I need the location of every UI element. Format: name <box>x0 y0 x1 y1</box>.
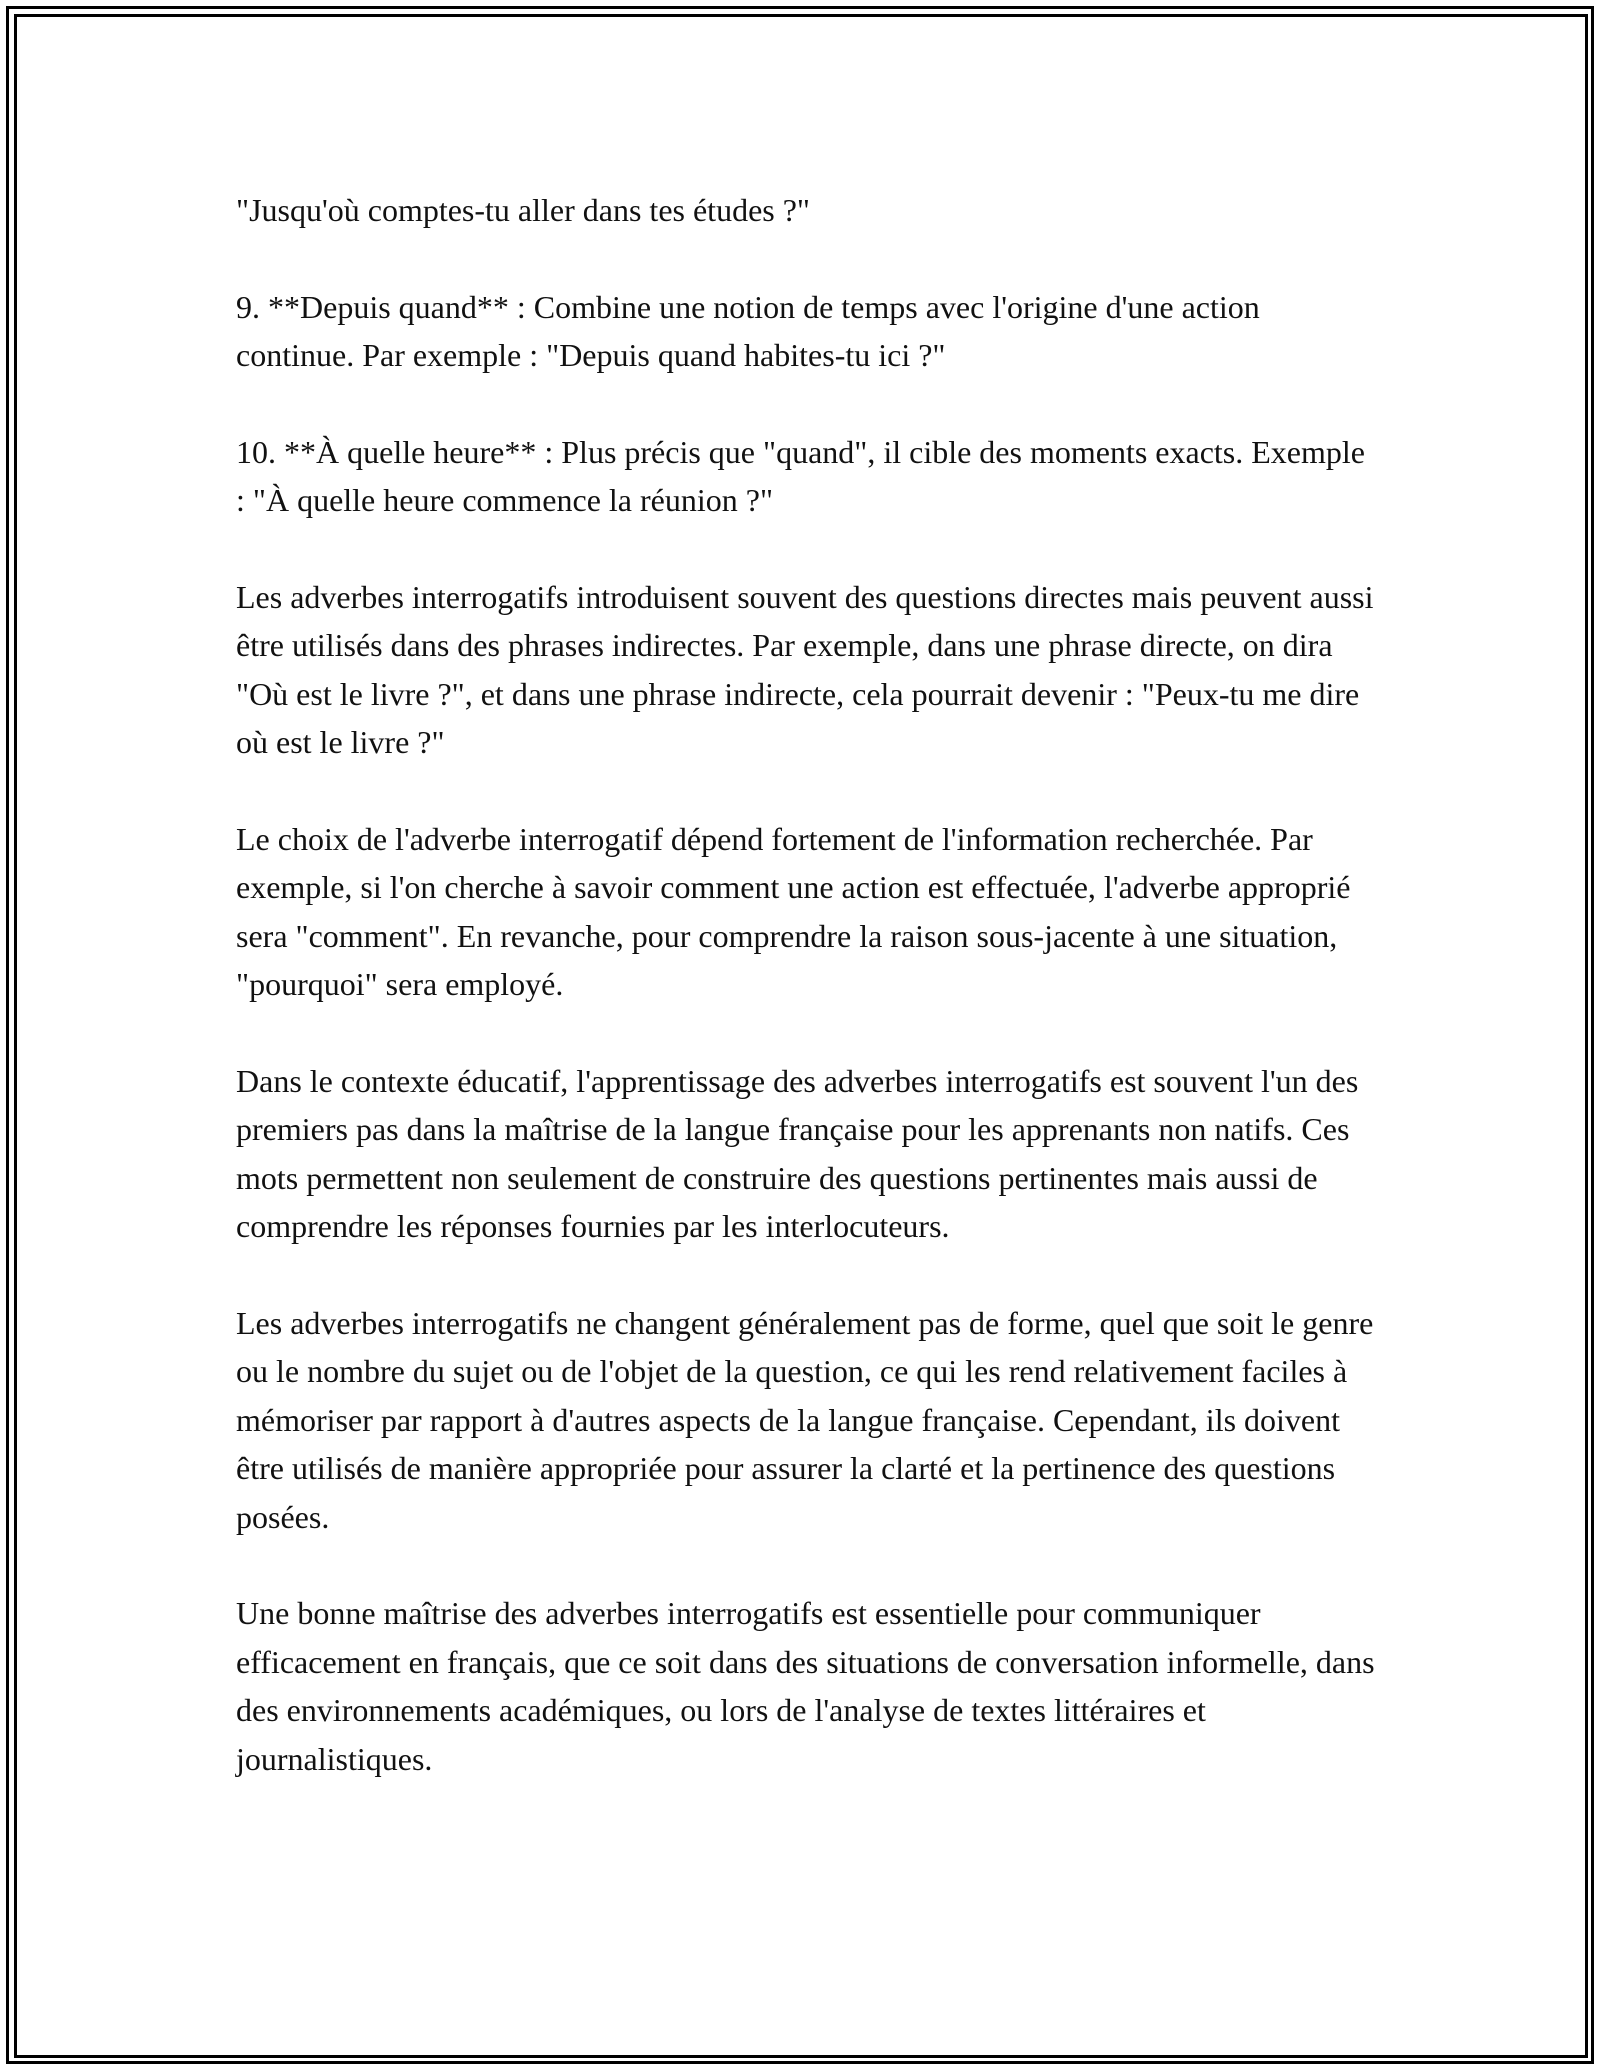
paragraph-7: Les adverbes interrogatifs ne changent généralement pas de forme, quel que soit le genre ou le nombre du sujet ou de l'objet de la question, ce qui les rend relativement faciles à mémoriser par rapport à d'autres aspects de la langue française. Cependant, ils doivent être utilisés de manière appropriée pour assurer la clarté et la pertinence des questions posées. <box>236 1304 1374 1535</box>
paragraph-2: 9. **Depuis quand** : Combine une notion de temps avec l'origine d'une action continue. Par exemple : "Depuis quand habites-tu ici ?" <box>236 288 1260 373</box>
paragraph-5: Le choix de l'adverbe interrogatif dépend fortement de l'information recherchée. Par exemple, si l'on cherche à savoir comment une action est effectuée, l'adverbe approprié sera "comment". En revanche, pour comprendre la raison sous-jacente à une situation, "pourquoi" sera employé. <box>236 820 1351 1002</box>
paragraph-4: Les adverbes interrogatifs introduisent souvent des questions directes mais peuvent aussi être utilisés dans des phrases indirectes. Par exemple, dans une phrase directe, on dira "Où est le livre ?", et dans une phrase indirecte, cela pourrait devenir : "Peux-tu me dire où est le livre ?" <box>236 578 1374 760</box>
paragraph-3: 10. **À quelle heure** : Plus précis que "quand", il cible des moments exacts. Exemple : "À quelle heure commence la réunion ?" <box>236 433 1365 518</box>
document-body <box>236 186 1376 1831</box>
paragraph-6: Dans le contexte éducatif, l'apprentissage des adverbes interrogatifs est souvent l'un des premiers pas dans la maîtrise de la langue française pour les apprenants non natifs. Ces mots permettent non seulement de construire des questions pertinentes mais aussi de comprendre les réponses fournies par les interlocuteurs. <box>236 1062 1359 1244</box>
paragraph-8: Une bonne maîtrise des adverbes interrogatifs est essentielle pour communiquer efficacement en français, que ce soit dans des situations de conversation informelle, dans des environnements académiques, ou lors de l'analyse de textes littéraires et journalistiques. <box>236 1595 1375 1777</box>
paragraph-1: "Jusqu'où comptes-tu aller dans tes études ?" <box>236 192 810 228</box>
